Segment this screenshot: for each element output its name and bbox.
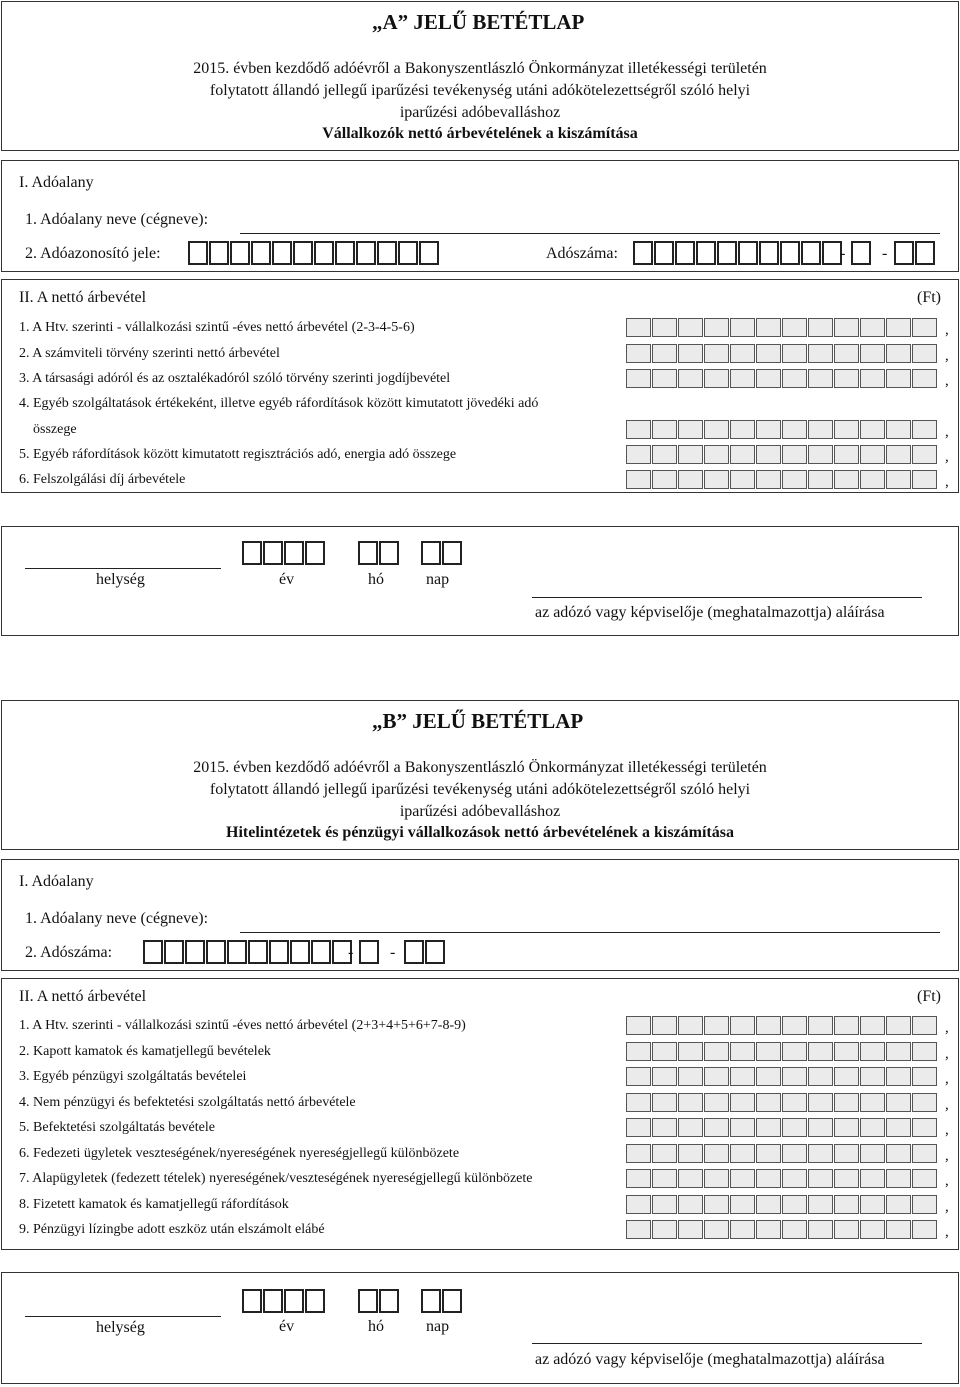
form-b-unit: (Ft)	[917, 988, 941, 1005]
form-b-section2-title: II. A nettó árbevétel	[19, 988, 147, 1005]
form-b-item-4-cells[interactable]	[626, 1093, 938, 1112]
form-b-item-9-comma: ,	[945, 1224, 949, 1240]
form-b-year-cells[interactable]	[242, 1289, 326, 1313]
form-a-unit: (Ft)	[917, 289, 941, 306]
form-b-name-label: 1. Adóalany neve (cégneve):	[25, 910, 209, 927]
form-a-item-6: 6. Felszolgálási díj árbevétele	[19, 472, 186, 487]
form-a-item-4-cells[interactable]	[626, 420, 938, 439]
form-a-section1-title: I. Adóalany	[19, 174, 94, 191]
form-b-item-1-cells[interactable]	[626, 1016, 938, 1035]
form-a-item-5-comma: ,	[945, 449, 949, 465]
form-a-item-4-comma: ,	[945, 424, 949, 440]
form-a-subtitle-2: folytatott állandó jellegű iparűzési tevékenység utáni adókötelezettségről szóló helyi	[209, 82, 751, 99]
form-b-item-8-comma: ,	[945, 1199, 949, 1215]
form-a-signature-label: az adózó vagy képviselője (meghatalmazottja) aláírása	[535, 604, 885, 621]
form-b-title: „B” JELŰ BETÉTLAP	[372, 709, 584, 733]
form-a-name-label: 1. Adóalany neve (cégneve):	[25, 211, 209, 228]
form-b-month-cells[interactable]	[358, 1289, 400, 1313]
form-b-tax-cells-1[interactable]	[143, 940, 353, 964]
form-a-subtitle-3: iparűzési adóbevalláshoz	[399, 104, 561, 121]
form-b-item-4-comma: ,	[945, 1097, 949, 1113]
form-a-item-2-comma: ,	[945, 348, 949, 364]
form-b-item-3-cells[interactable]	[626, 1067, 938, 1086]
form-b-item-3-comma: ,	[945, 1071, 949, 1087]
form-a-signature-line[interactable]	[532, 597, 922, 598]
form-a-year-label: év	[279, 571, 295, 588]
form-a-section2-title: II. A nettó árbevétel	[19, 289, 147, 306]
form-b-item-6: 6. Fedezeti ügyletek veszteségének/nyereségének nyereségjellegű különbözete	[19, 1146, 460, 1161]
form-b-item-7-cells[interactable]	[626, 1169, 938, 1188]
form-b-year-label: év	[279, 1318, 295, 1335]
form-b-month-label: hó	[368, 1318, 384, 1335]
form-a-subtitle-1: 2015. évben kezdődő adóévről a Bakonyszentlászló Önkormányzat illetékességi területén	[193, 60, 767, 77]
form-a-item-1-comma: ,	[945, 322, 949, 338]
form-b-subtitle-1: 2015. évben kezdődő adóévről a Bakonyszentlászló Önkormányzat illetékességi területén	[193, 759, 767, 776]
form-b-item-2-cells[interactable]	[626, 1042, 938, 1061]
form-a-item-4: 4. Egyéb szolgáltatások értékeként, illetve egyéb ráfordítások között kimutatott jövedéki adó	[19, 396, 539, 411]
form-a-place-line[interactable]	[25, 568, 221, 569]
form-b-item-2: 2. Kapott kamatok és kamatjellegű bevételek	[19, 1044, 271, 1059]
form-b-subtitle-3: iparűzési adóbevalláshoz	[399, 803, 561, 820]
form-b-item-3: 3. Egyéb pénzügyi szolgáltatás bevételei	[19, 1069, 247, 1084]
form-b-item-5-cells[interactable]	[626, 1118, 938, 1137]
form-b-tax-cells-3[interactable]	[404, 940, 446, 964]
form-a-name-field[interactable]	[240, 233, 940, 234]
form-a-item-1: 1. A Htv. szerinti - vállalkozási szintű -éves nettó árbevétel (2-3-4-5-6)	[19, 320, 415, 335]
form-a-day-label: nap	[426, 571, 450, 588]
form-b-item-6-comma: ,	[945, 1148, 949, 1164]
form-b-day-cells[interactable]	[421, 1289, 463, 1313]
form-a-day-cells[interactable]	[421, 541, 463, 565]
form-a-place-label: helység	[96, 571, 145, 588]
form-a-item-2: 2. A számviteli törvény szerinti nettó árbevétel	[19, 346, 280, 361]
form-b-item-5-comma: ,	[945, 1122, 949, 1138]
form-a-item-2-cells[interactable]	[626, 344, 938, 363]
form-b-item-7: 7. Alapügyletek (fedezett tételek) nyereségének/veszteségének nyereségjellegű különbözete	[19, 1171, 533, 1186]
form-b-item-1: 1. A Htv. szerinti - vállalkozási szintű -éves nettó árbevétel (2+3+4+5+6+7-8-9)	[19, 1018, 466, 1033]
form-b-subtitle-2: folytatott állandó jellegű iparűzési tevékenység utáni adókötelezettségről szóló helyi	[209, 781, 751, 798]
form-b-item-2-comma: ,	[945, 1046, 949, 1062]
form-a-tax-cells-2[interactable]	[851, 241, 872, 265]
form-a-month-cells[interactable]	[358, 541, 400, 565]
form-a-month-label: hó	[368, 571, 384, 588]
form-a-item-3-comma: ,	[945, 373, 949, 389]
form-b-tax-cells-2[interactable]	[359, 940, 380, 964]
form-b-section1-title: I. Adóalany	[19, 873, 94, 890]
form-a-year-cells[interactable]	[242, 541, 326, 565]
form-b-item-9-cells[interactable]	[626, 1220, 938, 1239]
form-b-item-5: 5. Befektetési szolgáltatás bevétele	[19, 1120, 215, 1135]
form-a-item-1-cells[interactable]	[626, 318, 938, 337]
form-b-item-1-comma: ,	[945, 1020, 949, 1036]
form-a-tax-label: Adószáma:	[546, 245, 618, 262]
form-b-item-9: 9. Pénzügyi lízingbe adott eszköz után elszámolt elábé	[19, 1222, 325, 1237]
form-a-item-5: 5. Egyéb ráfordítások között kimutatott regisztrációs adó, energia adó összege	[19, 447, 457, 462]
form-a-tax-cells-3[interactable]	[894, 241, 936, 265]
form-b-place-line[interactable]	[25, 1316, 221, 1317]
form-b-item-8: 8. Fizetett kamatok és kamatjellegű ráfordítások	[19, 1197, 289, 1212]
form-b-place-label: helység	[96, 1319, 145, 1336]
form-b-signature-label: az adózó vagy képviselője (meghatalmazottja) aláírása	[535, 1351, 885, 1368]
form-a-item-3-cells[interactable]	[626, 369, 938, 388]
form-a-item-5-cells[interactable]	[626, 445, 938, 464]
form-b-item-4: 4. Nem pénzügyi és befektetési szolgáltatás nettó árbevétele	[19, 1095, 356, 1110]
form-b-tax-dash-2: -	[390, 944, 396, 961]
form-b-tax-dash-1: -	[348, 944, 354, 961]
form-b-signature-line[interactable]	[532, 1343, 922, 1344]
form-b-heading: Hitelintézetek és pénzügyi vállalkozások nettó árbevételének a kiszámítása	[226, 824, 734, 841]
form-b-tax-label: 2. Adószáma:	[25, 944, 113, 961]
form-a-tax-dash-1: -	[840, 245, 846, 262]
form-a-tax-dash-2: -	[882, 245, 888, 262]
form-b-item-6-cells[interactable]	[626, 1144, 938, 1163]
form-b-item-7-comma: ,	[945, 1173, 949, 1189]
form-a-id-cells[interactable]	[188, 241, 440, 265]
form-a-id-label: 2. Adóazonosító jele:	[25, 245, 161, 262]
form-a-heading: Vállalkozók nettó árbevételének a kiszámítása	[322, 125, 638, 142]
form-a-item-3: 3. A társasági adóról és az osztalékadóról szóló törvény szerinti jogdíjbevétel	[19, 371, 451, 386]
form-a-item-6-comma: ,	[945, 474, 949, 490]
form-a-item-4-cont: összege	[33, 422, 77, 437]
form-a-item-6-cells[interactable]	[626, 470, 938, 489]
form-a-title: „A” JELŰ BETÉTLAP	[372, 10, 585, 34]
form-b-item-8-cells[interactable]	[626, 1195, 938, 1214]
form-b-name-field[interactable]	[240, 932, 940, 933]
form-b-day-label: nap	[426, 1318, 450, 1335]
form-a-tax-cells-1[interactable]	[633, 241, 846, 265]
